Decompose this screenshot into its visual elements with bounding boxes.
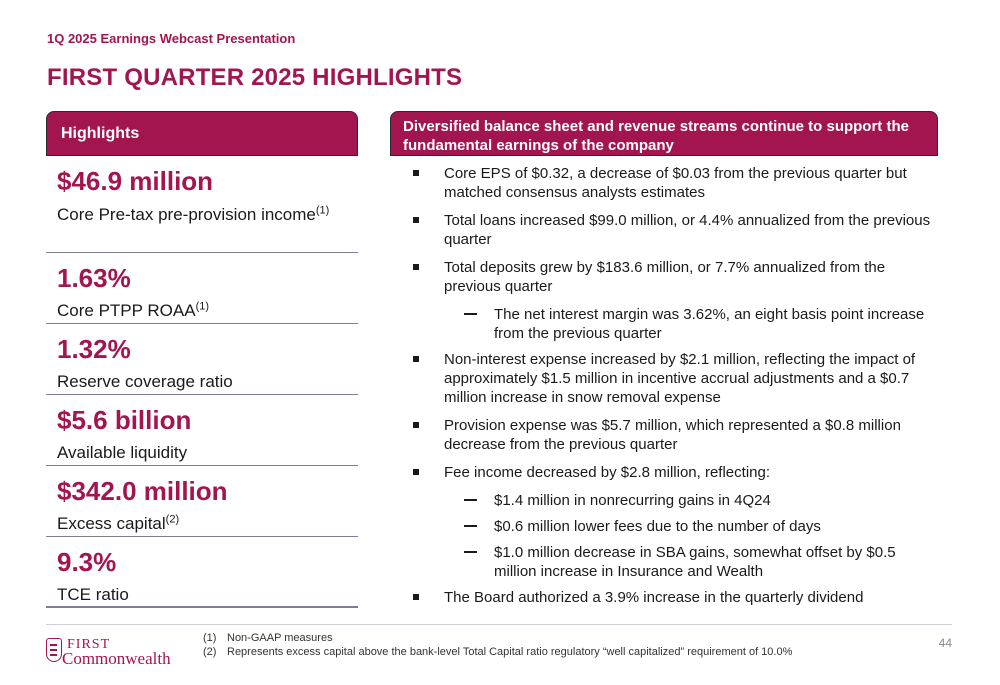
slide-title: FIRST QUARTER 2025 HIGHLIGHTS [47,64,463,91]
metric-value: 9.3% [57,547,117,577]
square-bullet-icon [413,356,419,362]
square-bullet-icon [413,264,419,270]
dash-bullet-icon [464,551,477,553]
square-bullet-icon [413,469,419,475]
square-bullet-icon [413,422,419,428]
footer-divider [46,624,952,625]
highlights-heading: Highlights [46,111,358,156]
metric-label: Excess capital$^{(2)}$ [57,513,180,533]
dash-bullet-icon [464,499,477,501]
shield-crest-icon [46,638,62,662]
metric-label: Available liquidity [57,443,188,462]
metric-value: $46.9 million [57,166,214,196]
bullet-item: The Board authorized a 3.9% increase in the quarterly dividend [412,588,942,607]
metric-value: $342.0 million [57,476,228,506]
metric-label: Core PTPP ROAA$^{(1)}$ [57,300,210,320]
footnote-ref: (2) [165,513,180,526]
metric-core-ptpp-income [46,156,358,253]
square-bullet-icon [413,217,419,223]
company-logo [46,634,196,668]
metric-value: $5.6 billion [57,405,192,435]
sub-bullet-item: $0.6 million lower fees due to the number of days [412,517,942,536]
metric-tce-ratio [46,537,358,608]
summary-heading: Diversified balance sheet and revenue streams continue to support the fundamental earnings of the company [390,111,938,156]
bullet-item: Total deposits grew by $183.6 million, or 7.7% annualized from the previous quarter [412,258,942,296]
sub-bullet-item: The net interest margin was 3.62%, an eight basis point increase from the previous quarter [412,305,942,343]
sub-bullet-item: $1.0 million decrease in SBA gains, somewhat offset by $0.5 million increase in Insurance and Wealth [412,543,942,581]
square-bullet-icon [413,170,419,176]
metric-label: TCE ratio [57,585,129,604]
page-number: 44 [938,636,952,650]
bullet-item: Non-interest expense increased by $2.1 million, reflecting the impact of approximately $1.5 million in incentive accrual adjustments and a $0.7 million increase in snow removal expense [412,350,942,407]
metric-core-ptpp-roaa [46,253,358,324]
metric-label: Core Pre-tax pre-provision income$^{(1)}$ [57,204,330,224]
footnotes [203,631,792,659]
summary-bullets [412,164,942,616]
metric-value: 1.63% [57,263,131,293]
metric-label: Reserve coverage ratio [57,372,233,391]
dash-bullet-icon [464,525,477,527]
square-bullet-icon [413,594,419,600]
sub-bullet-item: $1.4 million in nonrecurring gains in 4Q24 [412,491,942,510]
bullet-item: Core EPS of $0.32, a decrease of $0.03 from the previous quarter but matched consensus analysts estimates [412,164,942,202]
footnote: (2) Represents excess capital above the bank-level Total Capital ratio regulatory “well capitalized” requirement of 10.0% [203,646,793,658]
footnote-ref: (1) [315,204,330,217]
bullet-item: Provision expense was $5.7 million, which represented a $0.8 million decrease from the previous quarter [412,416,942,454]
footnote-ref: (1) [195,300,210,313]
logo-line-2: Commonwealth [62,649,171,668]
metric-reserve-coverage [46,324,358,395]
metric-available-liquidity [46,395,358,466]
bullet-item: Total loans increased $99.0 million, or 4.4% annualized from the previous quarter [412,211,942,249]
logo-line-1: FIRST [67,637,111,652]
highlights-metrics [46,156,358,608]
footnote: (1) Non-GAAP measures [203,632,333,644]
bullet-item: Fee income decreased by $2.8 million, reflecting: [412,463,942,482]
metric-excess-capital [46,466,358,537]
dash-bullet-icon [464,313,477,315]
presentation-eyebrow: 1Q 2025 Earnings Webcast Presentation [47,31,296,46]
metric-value: 1.32% [57,334,131,364]
